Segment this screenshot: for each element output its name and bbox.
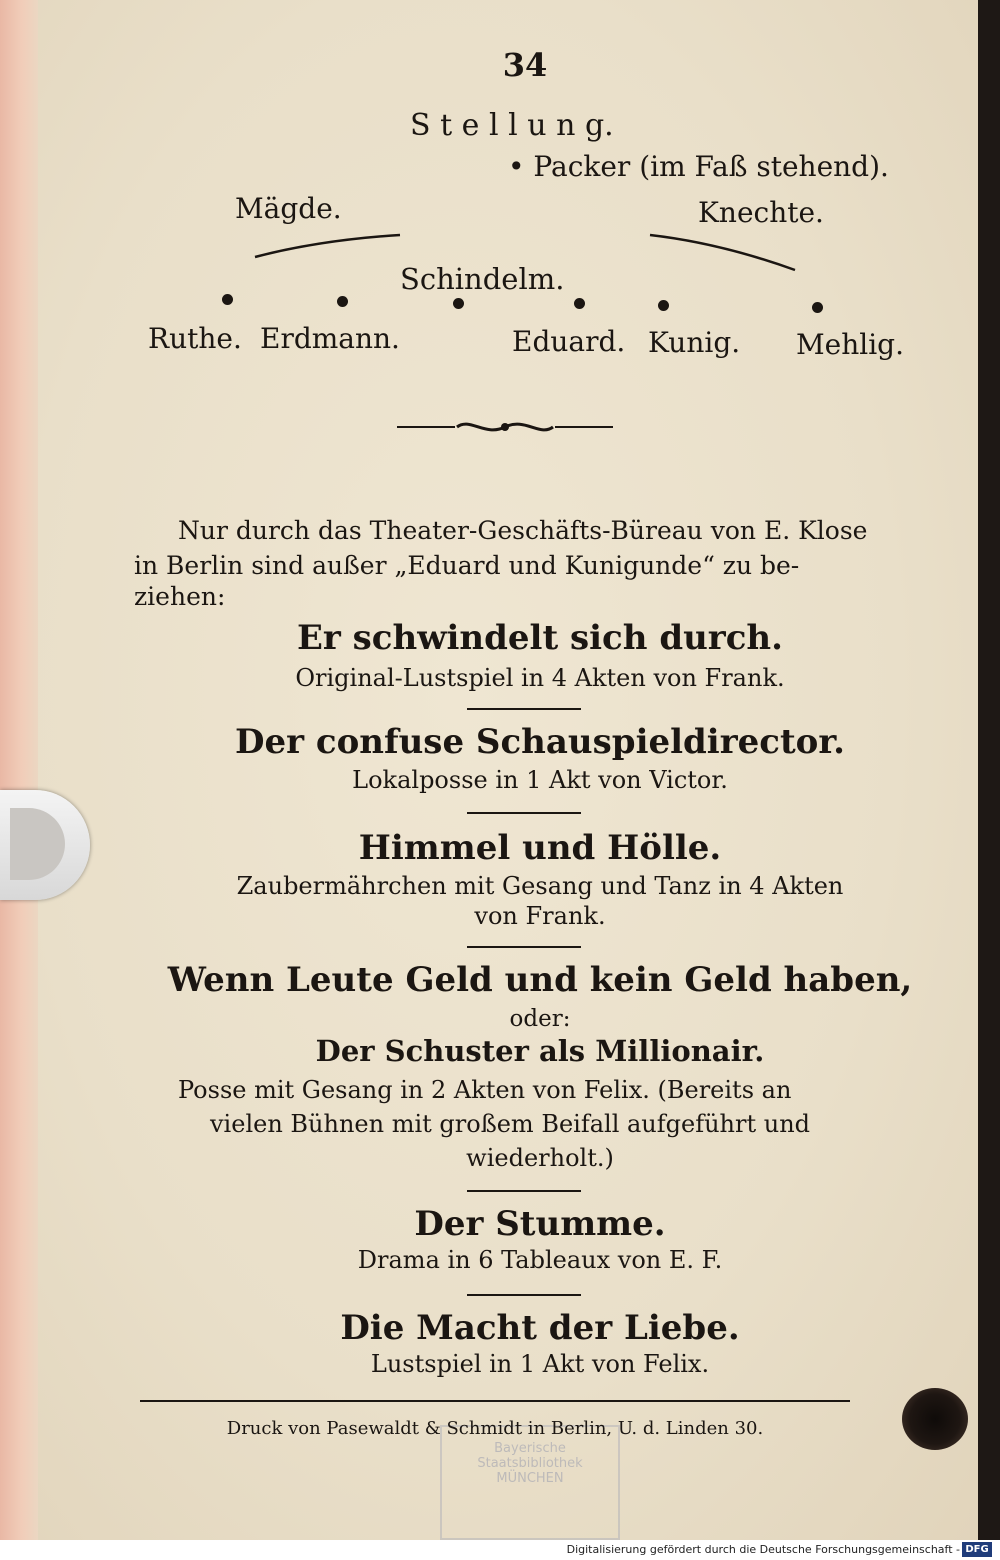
name-eduard: Eduard. — [512, 325, 626, 358]
right-page-edge — [978, 0, 1000, 1540]
stellung-heading: S t e l l u n g. — [410, 108, 614, 143]
play-description: vielen Bühnen mit großem Beifall aufgeführt und — [210, 1110, 811, 1138]
name-mehlig: Mehlig. — [796, 328, 905, 361]
name-ruthe: Ruthe. — [148, 322, 242, 355]
play-title: Himmel und Hölle. — [358, 828, 722, 868]
footer-text: Digitalisierung gefördert durch die Deutsche Forschungsgemeinschaft - — [566, 1543, 960, 1556]
maegde-label: Mägde. — [235, 192, 342, 225]
ornament-divider — [395, 415, 615, 439]
ink-stain — [902, 1388, 968, 1450]
play-description: Lokalposse in 1 Akt von Victor. — [352, 766, 728, 794]
advert-intro-line1: Nur durch das Theater-Geschäfts-Büreau von E. Klose — [178, 516, 868, 545]
divider-rule — [467, 812, 581, 814]
right-arc — [650, 235, 795, 270]
play-description: Zaubermährchen mit Gesang und Tanz in 4 Akten — [236, 872, 844, 900]
schindelm-label: Schindelm. — [400, 262, 565, 296]
play-description: Lustspiel in 1 Akt von Felix. — [370, 1350, 710, 1378]
paper-clip-inner — [10, 808, 65, 880]
advert-intro-line3: ziehen: — [134, 582, 226, 611]
imprint-rule — [140, 1400, 850, 1402]
play-title: Der confuse Schauspieldirector. — [235, 722, 845, 762]
library-stamp — [440, 1425, 620, 1540]
name-kunig: Kunig. — [648, 326, 741, 359]
play-title: Er schwindelt sich durch. — [297, 618, 783, 658]
divider-rule — [467, 1294, 581, 1296]
play-description: wiederholt.) — [466, 1144, 614, 1172]
left-page-edge — [0, 0, 40, 1540]
position-dot — [222, 294, 233, 305]
position-dot — [574, 298, 585, 309]
divider-rule — [467, 946, 581, 948]
play-description: Drama in 6 Tableaux von E. F. — [357, 1246, 723, 1274]
play-title: Die Macht der Liebe. — [340, 1308, 740, 1348]
imprint-line: Druck von Pasewaldt & Schmidt in Berlin, U. d. Linden 30. — [226, 1418, 764, 1439]
play-description: Original-Lustspiel in 4 Akten von Frank. — [295, 664, 785, 692]
position-dot — [337, 296, 348, 307]
page-number: 34 — [502, 46, 548, 84]
play-description: Posse mit Gesang in 2 Akten von Felix. (Bereits an — [178, 1076, 792, 1104]
stamp-text: Bayerische Staatsbibliothek MÜNCHEN — [477, 1441, 583, 1486]
dfg-logo: DFG — [962, 1542, 992, 1557]
play-subtitle: Der Schuster als Millionair. — [315, 1034, 765, 1068]
packer-label: • Packer (im Faß stehend). — [508, 150, 889, 183]
knechte-label: Knechte. — [698, 196, 824, 229]
position-dot — [658, 300, 669, 311]
position-dot — [453, 298, 464, 309]
play-oder: oder: — [509, 1006, 571, 1032]
play-title: Der Stumme. — [414, 1204, 666, 1244]
left-arc — [255, 235, 400, 257]
play-title: Wenn Leute Geld und kein Geld haben, — [167, 960, 913, 1000]
divider-rule — [467, 1190, 581, 1192]
position-dot — [812, 302, 823, 313]
name-erdmann: Erdmann. — [260, 322, 400, 355]
play-description: von Frank. — [474, 902, 606, 930]
advert-intro-line2: in Berlin sind außer „Eduard und Kunigunde“ zu be- — [134, 551, 800, 580]
divider-rule — [467, 708, 581, 710]
